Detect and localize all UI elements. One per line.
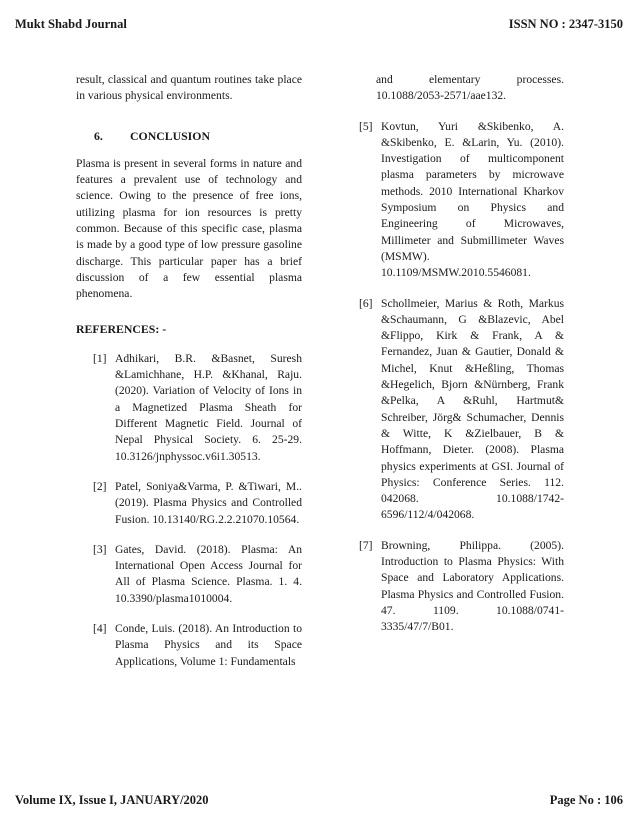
- reference-text: Browning, Philippa. (2005). Introduction to Plasma Physics: With Space and Laboratory Applications. Plasma Physics and Controlled Fusion. 47. 1109. 10.1088/0741-3335/47/7/B01.: [381, 538, 564, 634]
- page-footer: [15, 793, 623, 809]
- conclusion-heading: [76, 128, 302, 144]
- intro-paragraph: result, classical and quantum routines take place in various physical environments.: [76, 73, 302, 103]
- page-header: [15, 17, 623, 33]
- journal-name: Mukt Shabd Journal: [15, 17, 127, 31]
- reference-tag: [4]: [93, 622, 107, 636]
- reference-item: [358, 538, 564, 636]
- reference-item: [92, 621, 302, 670]
- left-column: [76, 72, 302, 684]
- reference-continuation: and elementary processes. 10.1088/2053-2571/aae132.: [376, 73, 564, 103]
- references-heading: REFERENCES: -: [76, 321, 167, 336]
- conclusion-title: CONCLUSION: [130, 128, 210, 143]
- reference-item: [92, 542, 302, 607]
- reference-item: [92, 479, 302, 528]
- right-column: [358, 72, 564, 650]
- reference-item: [92, 351, 302, 465]
- reference-text: Kovtun, Yuri &Skibenko, A. &Skibenko, E. &Larin, Yu. (2010). Investigation of multicomponent plasma parameters by microwave methods. 2010 International Kharkov Symposium on Physics and Engineering of Microwaves, Millimeter and Submillimeter Waves (MSMW). 10.1109/MSMW.2010.5546081.: [381, 119, 564, 280]
- reference-text: Patel, Soniya&Varma, P. &Tiwari, M.. (2019). Plasma Physics and Controlled Fusion. 10.13140/RG.2.2.21070.10564.: [115, 479, 302, 526]
- reference-tag: [2]: [93, 479, 107, 493]
- reference-text: Adhikari, B.R. &Basnet, Suresh &Lamichhane, H.P. &Khanal, Raju. (2020). Variation of Velocity of Ions in a Magnetized Plasma Sheath for Different Magnetic Field. Journal of Nepal Physical Society. 6. 25-29. 10.3126/jnphyssoc.v6i1.30513.: [115, 351, 302, 463]
- page-number: Page No : 106: [549, 793, 623, 807]
- conclusion-paragraph: Plasma is present in several forms in nature and features a prevalent use of technology and science. Owing to the presence of free ions, utilizing plasma for ion resources is pretty common. Because of this specific case, plasma is made by a good type of low pressure gasoline discharge. This particular paper has a brief discussion of a few essential plasma phenomena.: [76, 156, 302, 301]
- reference-tag: [6]: [359, 296, 373, 310]
- reference-text: Conde, Luis. (2018). An Introduction to Plasma Physics and its Space Applications, Volume 1: Fundamentals: [115, 622, 302, 668]
- volume-issue: Volume IX, Issue I, JANUARY/2020: [15, 793, 209, 807]
- conclusion-number: 6.: [94, 128, 103, 143]
- reference-tag: [5]: [359, 119, 373, 133]
- issn-number: ISSN NO : 2347-3150: [508, 17, 623, 31]
- reference-tag: [1]: [93, 351, 107, 365]
- reference-item: [358, 296, 564, 524]
- reference-text: Schollmeier, Marius & Roth, Markus &Schaumann, G &Blazevic, Abel &Flippo, Kirk & Frank, A & Fernandez, Juan & Gautier, Donald & Michel, Knut &Heßling, Thomas &Hegelich, Bjorn &Nürnberg, Frank &Pelka, A &Ruhl, Hartmut& Schreiber, Jörg& Schumacher, Dennis & Witte, K &Zielbauer, B & Hoffmann, Dieter. (2008). Plasma physics experiments at GSI. Journal of Physics: Conference Series. 112. 042068. 10.1088/1742-6596/112/4/042068.: [381, 296, 564, 522]
- reference-item: [358, 119, 564, 282]
- reference-tag: [3]: [93, 542, 107, 556]
- reference-tag: [7]: [359, 538, 373, 552]
- reference-text: Gates, David. (2018). Plasma: An International Open Access Journal for All of Plasma Science. Plasma. 1. 4. 10.3390/plasma1010004.: [115, 542, 302, 605]
